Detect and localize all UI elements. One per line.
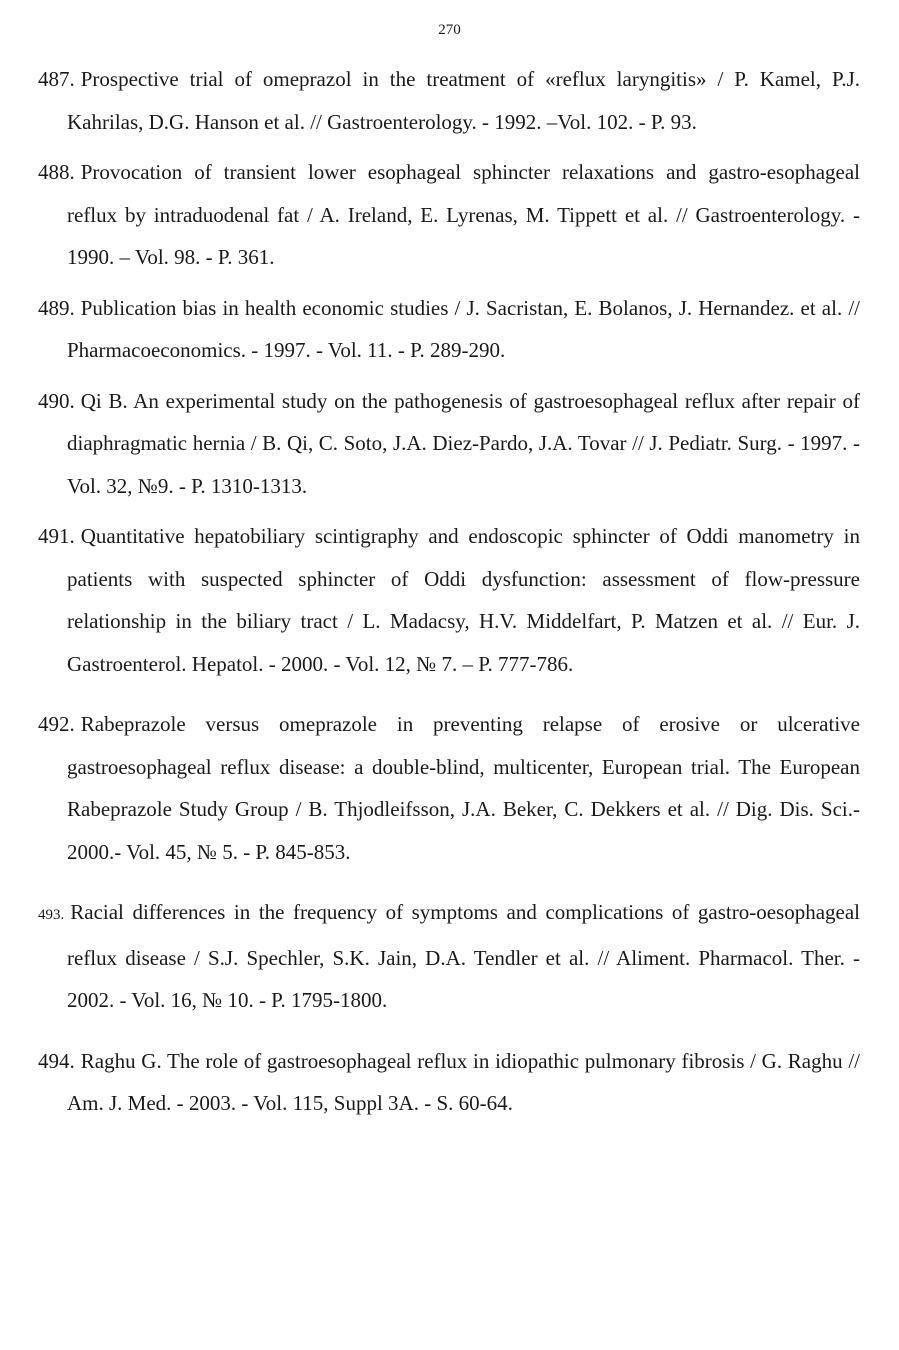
reference-number: 487. bbox=[38, 67, 75, 91]
reference-item bbox=[38, 151, 860, 279]
reference-text: Quantitative hepatobiliary scintigraphy and endoscopic sphincter of Oddi manometry in patients with suspected sphincter of Oddi dysfunction: assessment of flow-pressure relationship in the biliary tract / L. Madacsy, H.V. Middelfart, P. Matzen et al. // Eur. J. Gastroenterol. Hepatol. - 2000. - Vol. 12, № 7. – P. 777-786. bbox=[67, 524, 860, 676]
reference-text: Raghu G. The role of gastroesophageal reflux in idiopathic pulmonary fibrosis / G. Raghu // Am. J. Med. - 2003. - Vol. 115, Suppl 3A. - S. 60-64. bbox=[67, 1048, 860, 1115]
reference-text: Racial differences in the frequency of symptoms and complications of gastro-oesophageal reflux disease / S.J. Spechler, S.K. Jain, D.A. Tendler et al. // Aliment. Pharmacol. Ther. - 2002. - Vol. 16, № 10. - P. 1795-1800. bbox=[67, 900, 860, 1012]
page-number: 270 bbox=[438, 22, 461, 38]
reference-number: 489. bbox=[38, 295, 75, 320]
reference-item bbox=[38, 515, 860, 685]
reference-text: Prospective trial of omeprazol in the treatment of «reflux laryngitis» / P. Kamel, P.J. Kahrilas, D.G. Hanson et al. // Gastroenterology. - 1992. –Vol. 102. - P. 93. bbox=[67, 67, 860, 134]
reference-item bbox=[38, 891, 860, 1022]
reference-item bbox=[38, 380, 860, 508]
reference-text: Qi B. An experimental study on the pathogenesis of gastroesophageal reflux after repair of diaphragmatic hernia / B. Qi, C. Soto, J.A. Diez-Pardo, J.A. Tovar // J. Pediatr. Surg. - 1997. - Vol. 32, №9. - P. 1310-1313. bbox=[67, 388, 860, 498]
reference-item bbox=[38, 1040, 860, 1125]
reference-text: Provocation of transient lower esophageal sphincter relaxations and gastro-esophageal reflux by intraduodenal fat / A. Ireland, E. Lyrenas, M. Tippett et al. // Gastroenterology. - 1990. – Vol. 98. - P. 361. bbox=[67, 160, 860, 269]
reference-number: 490. bbox=[38, 388, 75, 413]
reference-number: 492. bbox=[38, 712, 75, 736]
reference-number: 488. bbox=[38, 160, 75, 184]
reference-item bbox=[38, 703, 860, 873]
reference-number: 493. bbox=[38, 907, 65, 923]
reference-item bbox=[38, 58, 860, 143]
reference-text: Rabeprazole versus omeprazole in preventing relapse of erosive or ulcerative gastroesophageal reflux disease: a double-blind, multicenter, European trial. The European Rabeprazole Study Group / B. Thjodleifsson, J.A. Beker, C. Dekkers et al. // Dig. Dis. Sci.- 2000.- Vol. 45, № 5. - P. 845-853. bbox=[67, 712, 860, 864]
reference-number: 491. bbox=[38, 524, 75, 548]
reference-text: Publication bias in health economic studies / J. Sacristan, E. Bolanos, J. Hernandez. et al. // Pharmacoeconomics. - 1997. - Vol. 11. - P. 289-290. bbox=[67, 295, 860, 362]
reference-number: 494. bbox=[38, 1048, 75, 1073]
reference-list bbox=[38, 58, 860, 1125]
reference-item bbox=[38, 287, 860, 372]
